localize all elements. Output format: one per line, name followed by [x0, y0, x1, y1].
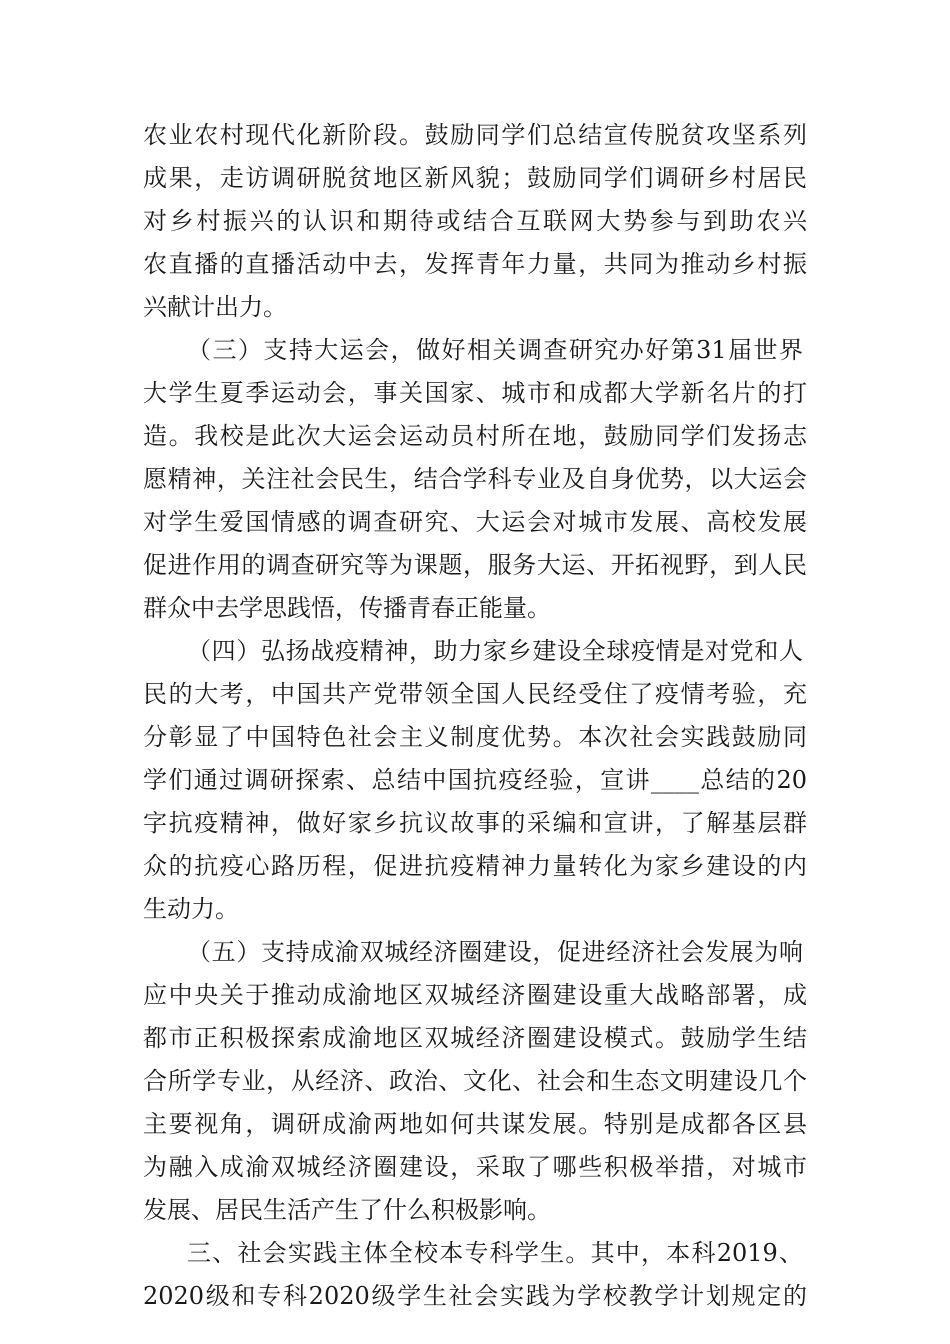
text-line: 分彰显了中国特色社会主义制度优势。本次社会实践鼓励同 — [143, 723, 807, 751]
text-line: 字抗疫精神，做好家乡抗议故事的采编和宣讲，了解基层群 — [143, 809, 807, 837]
text-line: 众的抗疫心路历程，促进抗疫精神力量转化为家乡建设的内 — [143, 852, 807, 880]
text-line: （四）弘扬战疫精神，助力家乡建设全球疫情是对党和人 — [187, 637, 803, 665]
text-line: 对学生爱国情感的调查研究、大运会对城市发展、高校发展 — [143, 508, 807, 536]
text-line: 农业农村现代化新阶段。鼓励同学们总结宣传脱贫攻坚系列 — [143, 121, 807, 149]
text-line: 愿精神，关注社会民生，结合学科专业及自身优势，以大运会 — [143, 465, 807, 493]
text-line: 成果，走访调研脱贫地区新风貌；鼓励同学们调研乡村居民 — [143, 164, 807, 192]
text-line: 合所学专业，从经济、政治、文化、社会和生态文明建设几个 — [143, 1067, 807, 1095]
text-line: 主要视角，调研成渝两地如何共谋发展。特别是成都各区县 — [143, 1110, 807, 1138]
text-line: 造。我校是此次大运会运动员村所在地，鼓励同学们发扬志 — [143, 422, 807, 450]
text-line: 发展、居民生活产生了什么积极影响。 — [143, 1196, 551, 1224]
text-line: 兴献计出力。 — [143, 293, 287, 321]
text-line: 生动力。 — [143, 895, 239, 923]
text-line: 促进作用的调查研究等为课题，服务大运、开拓视野，到人民 — [143, 551, 807, 579]
text-line: （五）支持成渝双城经济圈建设，促进经济社会发展为响 — [187, 938, 803, 966]
text-line: 都市正积极探索成渝地区双城经济圈建设模式。鼓励学生结 — [143, 1024, 807, 1052]
text-line: 对乡村振兴的认识和期待或结合互联网大势参与到助农兴 — [143, 207, 807, 235]
text-line: 为融入成渝双城经济圈建设，采取了哪些积极举措，对城市 — [143, 1153, 807, 1181]
text-line: 农直播的直播活动中去，发挥青年力量，共同为推动乡村振 — [143, 250, 807, 278]
text-line: 大学生夏季运动会，事关国家、城市和成都大学新名片的打 — [143, 379, 807, 407]
text-line: 2020级和专科2020级学生社会实践为学校教学计划规定的 — [143, 1282, 807, 1310]
text-line: 应中央关于推动成渝地区双城经济圈建设重大战略部署，成 — [143, 981, 807, 1009]
text-line: 民的大考，中国共产党带领全国人民经受住了疫情考验，充 — [143, 680, 807, 708]
text-line: 三、社会实践主体全校本专科学生。其中，本科2019、 — [187, 1239, 803, 1267]
text-line: 学们通过调研探索、总结中国抗疫经验，宣讲____总结的20 — [143, 766, 807, 794]
text-line: （三）支持大运会，做好相关调查研究办好第31届世界 — [187, 336, 803, 364]
text-line: 群众中去学思践悟，传播青春正能量。 — [143, 594, 551, 622]
